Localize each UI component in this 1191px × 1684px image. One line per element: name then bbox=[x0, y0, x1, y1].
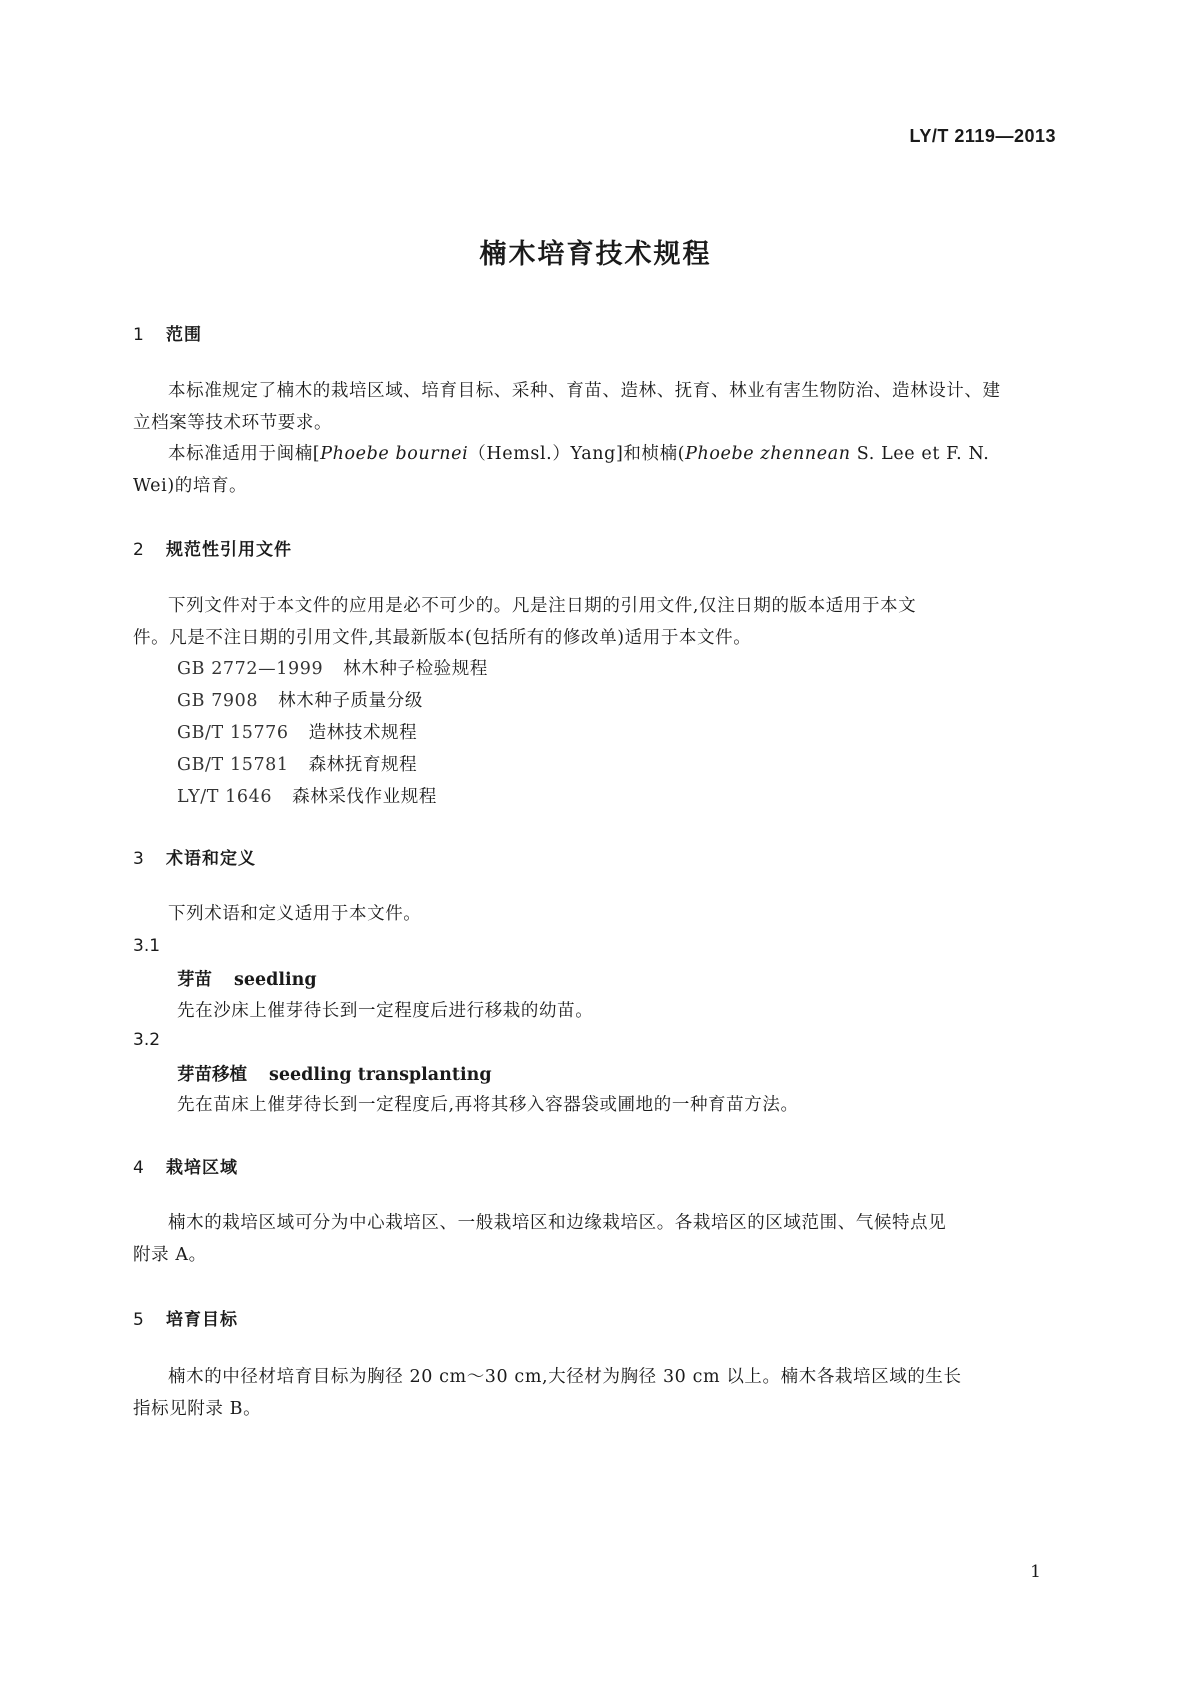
latin-name: Phoebe zhennean bbox=[685, 444, 851, 464]
reference-item bbox=[177, 751, 417, 776]
paragraph-line: 楠木的栽培区域可分为中心栽培区、一般栽培区和边缘栽培区。各栽培区的区域范围、气候特点见 bbox=[168, 1213, 947, 1233]
section-title: 栽培区域 bbox=[166, 1158, 238, 1178]
reference-name: 森林采伐作业规程 bbox=[292, 787, 437, 807]
section-1-heading bbox=[133, 320, 202, 345]
section-2-paragraph-1 bbox=[133, 590, 1057, 654]
reference-name: 森林抚育规程 bbox=[308, 755, 418, 775]
section-title: 范围 bbox=[166, 325, 202, 345]
reference-item bbox=[177, 687, 423, 712]
reference-code: GB/T 15781 bbox=[177, 755, 289, 775]
section-number: 4 bbox=[133, 1158, 145, 1178]
text-run: S. Lee et F. N. bbox=[850, 444, 990, 464]
section-number: 3 bbox=[133, 849, 145, 869]
term-number: 3.2 bbox=[133, 1030, 161, 1050]
reference-name: 造林技术规程 bbox=[308, 723, 418, 743]
reference-item bbox=[177, 719, 417, 744]
reference-code: GB 2772—1999 bbox=[177, 659, 324, 679]
reference-code: GB 7908 bbox=[177, 691, 259, 711]
paragraph-line: 立档案等技术环节要求。 bbox=[133, 413, 333, 433]
reference-item bbox=[177, 655, 488, 680]
page-number: 1 bbox=[1030, 1562, 1041, 1582]
paragraph-line: Wei)的培育。 bbox=[133, 476, 248, 496]
term-zh: 芽苗 bbox=[177, 970, 212, 990]
section-4-heading bbox=[133, 1153, 238, 1178]
paragraph-line: 指标见附录 B。 bbox=[133, 1399, 262, 1419]
term-en: seedling transplanting bbox=[269, 1065, 492, 1085]
section-title: 培育目标 bbox=[166, 1310, 238, 1330]
section-1-paragraph-2 bbox=[133, 438, 1057, 502]
section-2-heading bbox=[133, 535, 292, 560]
section-title: 术语和定义 bbox=[166, 849, 256, 869]
paragraph-line: 下列文件对于本文件的应用是必不可少的。凡是注日期的引用文件,仅注日期的版本适用于本文 bbox=[168, 596, 917, 616]
term-heading bbox=[177, 966, 317, 991]
text-run: （Hemsl.）Yang]和桢楠( bbox=[468, 444, 686, 464]
paragraph-line: 附录 A。 bbox=[133, 1245, 207, 1265]
section-number: 2 bbox=[133, 540, 145, 560]
reference-name: 林木种子检验规程 bbox=[343, 659, 488, 679]
standard-code: LY/T 2119—2013 bbox=[909, 126, 1056, 146]
section-3-heading bbox=[133, 844, 256, 869]
term-en: seedling bbox=[234, 970, 317, 990]
reference-code: LY/T 1646 bbox=[177, 787, 273, 807]
term-zh: 芽苗移植 bbox=[177, 1065, 247, 1085]
section-number: 1 bbox=[133, 325, 145, 345]
document-title: 楠木培育技术规程 bbox=[479, 239, 712, 270]
reference-item bbox=[177, 783, 437, 808]
section-4-paragraph-1 bbox=[133, 1207, 1057, 1271]
paragraph-line: 楠木的中径材培育目标为胸径 20 cm～30 cm,大径材为胸径 30 cm 以上。楠木各栽培区域的生长 bbox=[168, 1367, 962, 1387]
latin-name: Phoebe bournei bbox=[320, 444, 469, 464]
term-number: 3.1 bbox=[133, 936, 161, 956]
term-definition: 先在苗床上催芽待长到一定程度后,再将其移入容器袋或圃地的一种育苗方法。 bbox=[177, 1095, 799, 1115]
reference-name: 林木种子质量分级 bbox=[278, 691, 423, 711]
paragraph-line: 件。凡是不注日期的引用文件,其最新版本(包括所有的修改单)适用于本文件。 bbox=[133, 628, 752, 648]
section-5-heading bbox=[133, 1305, 238, 1330]
term-heading bbox=[177, 1061, 492, 1086]
section-1-paragraph-1 bbox=[133, 375, 1057, 439]
section-number: 5 bbox=[133, 1310, 145, 1330]
section-title: 规范性引用文件 bbox=[166, 540, 292, 560]
paragraph-line: 下列术语和定义适用于本文件。 bbox=[168, 904, 422, 924]
term-definition: 先在沙床上催芽待长到一定程度后进行移栽的幼苗。 bbox=[177, 1001, 594, 1021]
reference-code: GB/T 15776 bbox=[177, 723, 289, 743]
paragraph-line: 本标准规定了楠木的栽培区域、培育目标、采种、育苗、造林、抚育、林业有害生物防治、造林设计、建 bbox=[168, 381, 1001, 401]
section-3-intro bbox=[133, 898, 1057, 930]
section-5-paragraph-1 bbox=[133, 1361, 1057, 1425]
paragraph-line bbox=[133, 438, 1057, 470]
text-run: 本标准适用于闽楠[ bbox=[168, 444, 321, 464]
